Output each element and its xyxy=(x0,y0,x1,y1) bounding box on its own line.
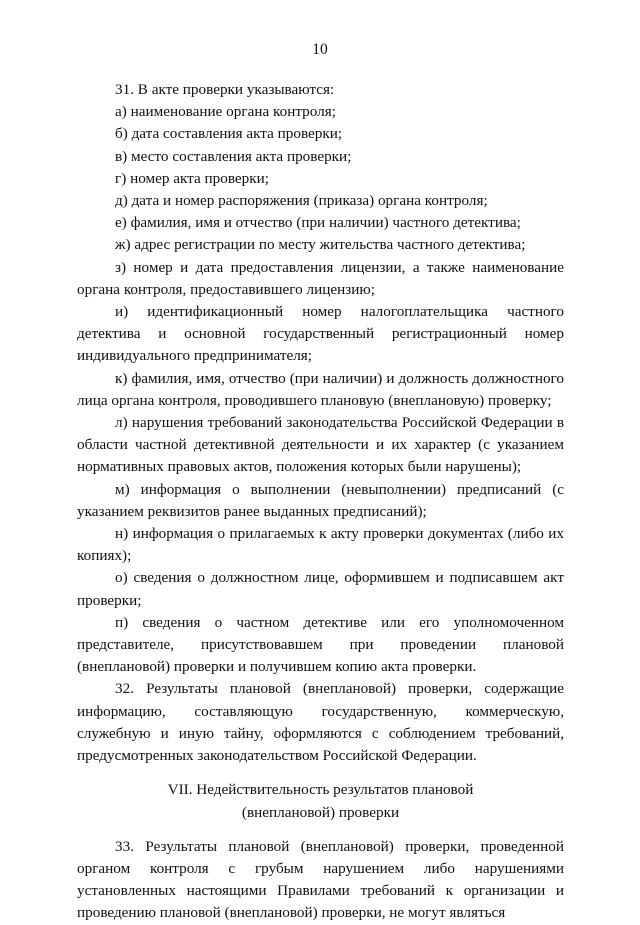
page-number: 10 xyxy=(312,41,328,58)
section-heading-line-1: VII. Недействительность результатов плановой xyxy=(167,781,474,799)
paragraph-32: 32. Результаты плановой (внеплановой) проверки, содержащие информацию, составляющую государственную, коммерческую, служебную и иную тайну, оформляются с соблюдением требований, предусмотренных законодательством Российской Федерации. xyxy=(77,680,564,765)
list-item-b: б) дата составления акта проверки; xyxy=(115,125,343,143)
list-item-g: г) номер акта проверки; xyxy=(115,169,269,187)
list-item-n: н) информация о прилагаемых к акту проверки документах (либо их копиях); xyxy=(77,525,564,565)
list-item-a: а) наименование органа контроля; xyxy=(115,103,336,121)
list-item-o: о) сведения о должностном лице, оформившем и подписавшем акт проверки; xyxy=(77,569,564,609)
section-heading xyxy=(77,779,564,823)
list-item-zh: ж) адрес регистрации по месту жительства частного детектива; xyxy=(115,236,526,254)
list-item-i: и) идентификационный номер налогоплательщика частного детектива и основной государственный регистрационный номер индивидуального предпринимателя; xyxy=(77,303,564,365)
section-heading-line-2: (внеплановой) проверки xyxy=(241,803,400,821)
list-item-d: д) дата и номер распоряжения (приказа) органа контроля; xyxy=(115,192,488,210)
list-item-e: е) фамилия, имя и отчество (при наличии) частного детектива; xyxy=(115,214,521,232)
paragraph-31: 31. В акте проверки указываются: xyxy=(115,81,335,98)
list-item-l: л) нарушения требований законодательства Российской Федерации в области частной детективной деятельности и их характер (с указанием нормативных правовых актов, положения которых были нарушены); xyxy=(77,414,564,476)
list-item-v: в) место составления акта проверки; xyxy=(115,147,352,165)
document-body xyxy=(77,79,564,925)
list-item-p: п) сведения о частном детективе или его уполномоченном представителе, присутствовавшем при проведении плановой (внеплановой) проверки и получившем копию акта проверки. xyxy=(77,613,564,676)
list-item-z: з) номер и дата предоставления лицензии, а также наименование органа контроля, предоставившего лицензию; xyxy=(77,258,564,298)
list-item-m: м) информация о выполнении (невыполнении) предписаний (с указанием реквизитов ранее выданных предписаний); xyxy=(77,480,564,520)
list-item-k: к) фамилия, имя, отчество (при наличии) и должность должностного лица органа контроля, проводившего плановую (внеплановую) проверку; xyxy=(77,369,564,409)
paragraph-33: 33. Результаты плановой (внеплановой) проверки, проведенной органом контроля с грубым нарушением либо нарушениями установленных настоящими Правилами требований к организации и проведению плановой (внеплановой) проверки, не могут являться xyxy=(77,837,564,922)
